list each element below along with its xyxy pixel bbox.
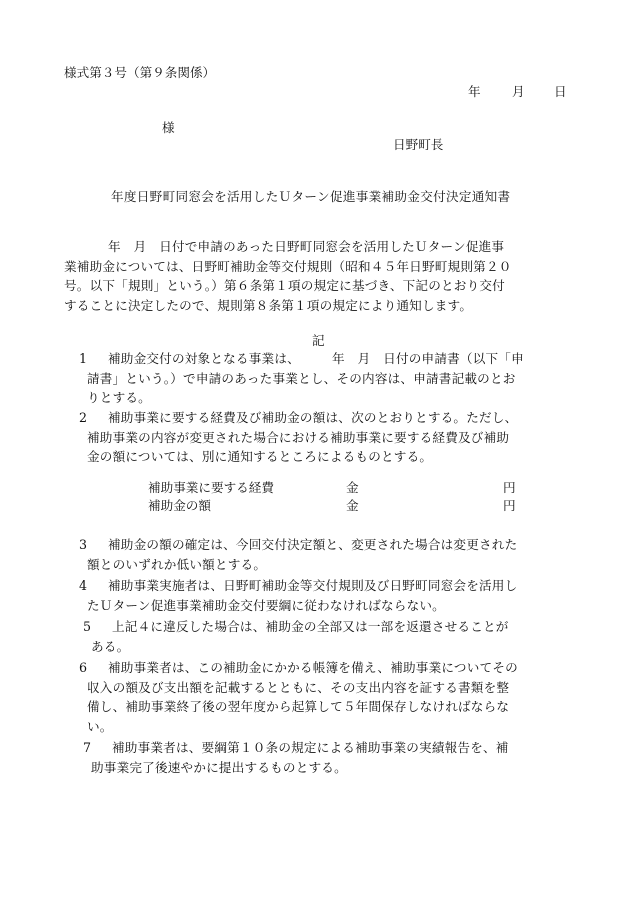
body-line-4: することに決定したので、規則第８条第１項の規定により通知します。	[64, 297, 473, 313]
list-item	[79, 408, 565, 467]
body-paragraph	[64, 237, 564, 315]
cost-yen: 円	[503, 498, 516, 513]
item-number: 6	[79, 660, 88, 675]
item-line: たＵターン促進事業補助金交付要綱に従わなければならない。	[87, 597, 445, 613]
cost-kin: 金	[346, 480, 359, 495]
cost-kin: 金	[346, 498, 359, 513]
item-line: 上記４に違反した場合は、補助金の全部又は一部を返還させることが	[112, 619, 509, 634]
body-line-2: 業補助金については、日野町補助金等交付規則（昭和４５年日野町規則第２０	[64, 258, 512, 274]
form-number: 様式第３号（第９条関係）	[64, 65, 216, 80]
date-year: 年	[468, 84, 481, 99]
cost-label: 補助金の額	[148, 498, 211, 513]
item-number: 5	[83, 619, 92, 634]
issuer-name: 日野町長	[393, 137, 444, 152]
document-title: 年度日野町同窓会を活用したＵターン促進事業補助金交付決定通知書	[111, 189, 511, 204]
item-number: 7	[83, 740, 92, 755]
body-line-3: 号。以下「規則」という。）第６条第１項の規定に基づき、下記のとおり交付	[64, 278, 505, 293]
item-line: 備し、補助事業終了後の翌年度から起算して５年間保存しなければならな	[87, 699, 510, 714]
item-number: 2	[79, 410, 88, 425]
list-item	[83, 617, 565, 656]
body-line-1: 年 月 日付で申請のあった日野町同窓会を活用したＵターン促進事	[108, 239, 505, 254]
item-line: 補助金の額の確定は、今回交付決定額と、変更された場合は変更された	[108, 537, 518, 552]
cost-label: 補助事業に要する経費	[148, 480, 274, 495]
item-line: 補助事業実施者は、日野町補助金等交付規則及び日野町同窓会を活用し	[108, 578, 518, 593]
item-line: 補助事業に要する経費及び補助金の額は、次のとおりとする。ただし、	[108, 410, 518, 425]
item-line: い。	[87, 718, 113, 734]
ki-label: 記	[312, 333, 325, 348]
list-item	[79, 576, 565, 615]
item-line: ある。	[91, 638, 130, 654]
list-item	[83, 738, 565, 777]
item-number: 4	[79, 578, 88, 593]
list-item	[79, 535, 565, 574]
item-line: 額とのいずれか低い額とする。	[87, 556, 267, 572]
item-line: 金の額については、別に通知するところによるものとする。	[87, 449, 433, 464]
item-line: 収入の額及び支出額を記載するとともに、その支出内容を証する書類を整	[87, 679, 510, 695]
list-item	[79, 658, 565, 736]
cost-yen: 円	[503, 480, 516, 495]
item-line: 補助事業の内容が変更された場合における補助事業に要する経費及び補助	[87, 429, 510, 445]
list-item	[79, 349, 565, 408]
date-month: 月	[512, 84, 525, 99]
item-line: 請書」という。）で申請のあった事業とし、その内容は、申請書記載のとお	[87, 370, 516, 386]
addressee-suffix: 様	[162, 120, 175, 135]
item-number: 1	[79, 351, 88, 366]
item-number: 3	[79, 537, 88, 552]
item-line: りとする。	[87, 390, 151, 405]
item-line: 補助金交付の対象となる事業は、 年 月 日付の申請書（以下「申	[108, 351, 524, 366]
item-line: 補助事業者は、要綱第１０条の規定による補助事業の実績報告を、補	[112, 740, 509, 755]
item-line: 補助事業者は、この補助金にかかる帳簿を備え、補助事業についてその	[108, 660, 518, 675]
item-line: 助事業完了後速やかに提出するものとする。	[91, 759, 347, 775]
date-day: 日	[554, 84, 567, 99]
